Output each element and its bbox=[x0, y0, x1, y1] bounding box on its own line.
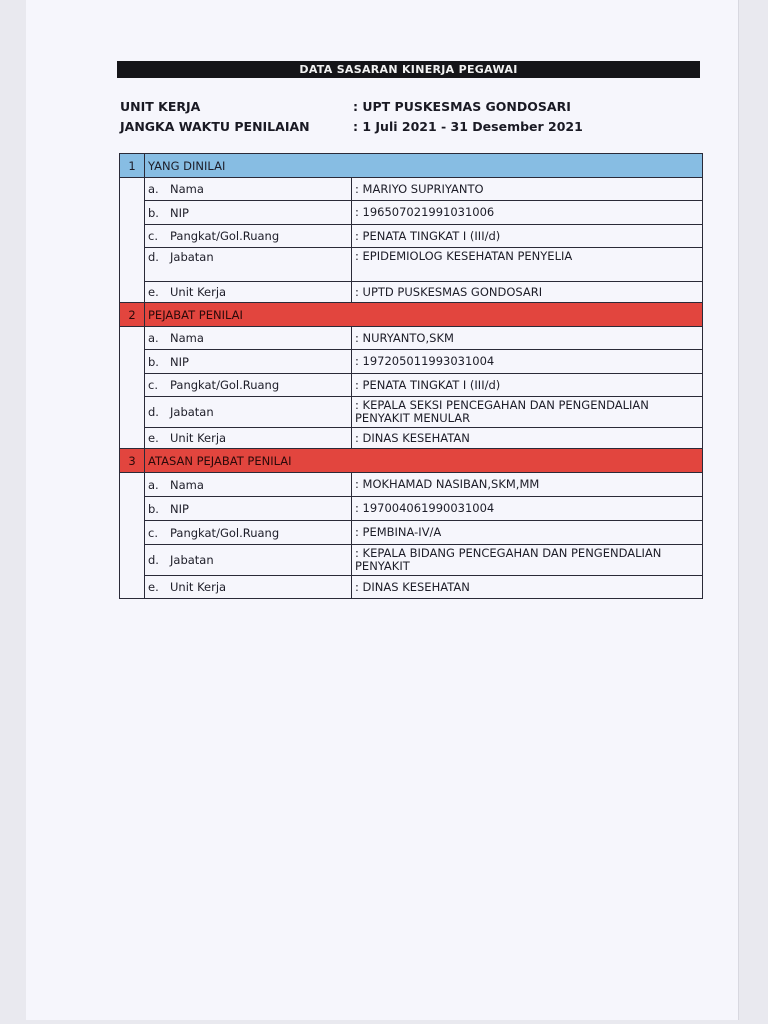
field-label: e. Unit Kerja bbox=[145, 282, 352, 303]
section-number: 1 bbox=[120, 154, 145, 178]
field-value: : MARIYO SUPRIYANTO bbox=[352, 178, 703, 201]
section-header-pejabat-penilai bbox=[120, 303, 703, 327]
field-value: : PENATA TINGKAT I (III/d) bbox=[352, 225, 703, 248]
header-label-unit-kerja: UNIT KERJA bbox=[120, 99, 201, 114]
section-header-atasan-pejabat-penilai bbox=[120, 449, 703, 473]
table-row bbox=[120, 374, 703, 397]
table-row bbox=[120, 428, 703, 449]
field-label: d. Jabatan bbox=[145, 545, 352, 576]
document-page bbox=[26, 0, 739, 1020]
table-row bbox=[120, 521, 703, 545]
section-header-yang-dinilai bbox=[120, 154, 703, 178]
section-number: 2 bbox=[120, 303, 145, 327]
field-label: c. Pangkat/Gol.Ruang bbox=[145, 374, 352, 397]
field-label: a. Nama bbox=[145, 178, 352, 201]
table-row bbox=[120, 473, 703, 497]
field-value: : 196507021991031006 bbox=[352, 201, 703, 225]
evaluation-table bbox=[119, 153, 703, 599]
header-label-jangka-waktu: JANGKA WAKTU PENILAIAN bbox=[120, 119, 310, 134]
field-value: : PEMBINA-IV/A bbox=[352, 521, 703, 545]
table-row bbox=[120, 327, 703, 350]
field-label: e. Unit Kerja bbox=[145, 576, 352, 599]
field-label: e. Unit Kerja bbox=[145, 428, 352, 449]
field-value: : 197205011993031004 bbox=[352, 350, 703, 374]
field-value: : EPIDEMIOLOG KESEHATAN PENYELIA bbox=[352, 248, 703, 282]
table-row bbox=[120, 225, 703, 248]
field-label: c. Pangkat/Gol.Ruang bbox=[145, 225, 352, 248]
field-label: a. Nama bbox=[145, 473, 352, 497]
field-label: d. Jabatan bbox=[145, 248, 352, 282]
table-row bbox=[120, 497, 703, 521]
table-row bbox=[120, 282, 703, 303]
field-value: : DINAS KESEHATAN bbox=[352, 428, 703, 449]
document-title: DATA SASARAN KINERJA PEGAWAI bbox=[117, 61, 700, 78]
table-row bbox=[120, 576, 703, 599]
field-label: b. NIP bbox=[145, 497, 352, 521]
field-value: : UPTD PUSKESMAS GONDOSARI bbox=[352, 282, 703, 303]
table-row bbox=[120, 397, 703, 428]
field-label: d. Jabatan bbox=[145, 397, 352, 428]
field-value: : NURYANTO,SKM bbox=[352, 327, 703, 350]
field-value: : KEPALA BIDANG PENCEGAHAN DAN PENGENDALIAN PENYAKIT bbox=[352, 545, 703, 576]
header-value-unit-kerja: : UPT PUSKESMAS GONDOSARI bbox=[353, 99, 571, 114]
table-row bbox=[120, 178, 703, 201]
section-title: ATASAN PEJABAT PENILAI bbox=[145, 449, 703, 473]
field-value: : 197004061990031004 bbox=[352, 497, 703, 521]
field-value: : DINAS KESEHATAN bbox=[352, 576, 703, 599]
header-value-jangka-waktu: : 1 Juli 2021 - 31 Desember 2021 bbox=[353, 119, 583, 134]
section-number: 3 bbox=[120, 449, 145, 473]
field-label: c. Pangkat/Gol.Ruang bbox=[145, 521, 352, 545]
field-value: : KEPALA SEKSI PENCEGAHAN DAN PENGENDALIAN PENYAKIT MENULAR bbox=[352, 397, 703, 428]
field-value: : PENATA TINGKAT I (III/d) bbox=[352, 374, 703, 397]
field-label: a. Nama bbox=[145, 327, 352, 350]
table-row bbox=[120, 201, 703, 225]
field-label: b. NIP bbox=[145, 350, 352, 374]
table-row bbox=[120, 248, 703, 282]
table-row bbox=[120, 545, 703, 576]
section-title: PEJABAT PENILAI bbox=[145, 303, 703, 327]
field-label: b. NIP bbox=[145, 201, 352, 225]
section-title: YANG DINILAI bbox=[145, 154, 703, 178]
table-row bbox=[120, 350, 703, 374]
field-value: : MOKHAMAD NASIBAN,SKM,MM bbox=[352, 473, 703, 497]
